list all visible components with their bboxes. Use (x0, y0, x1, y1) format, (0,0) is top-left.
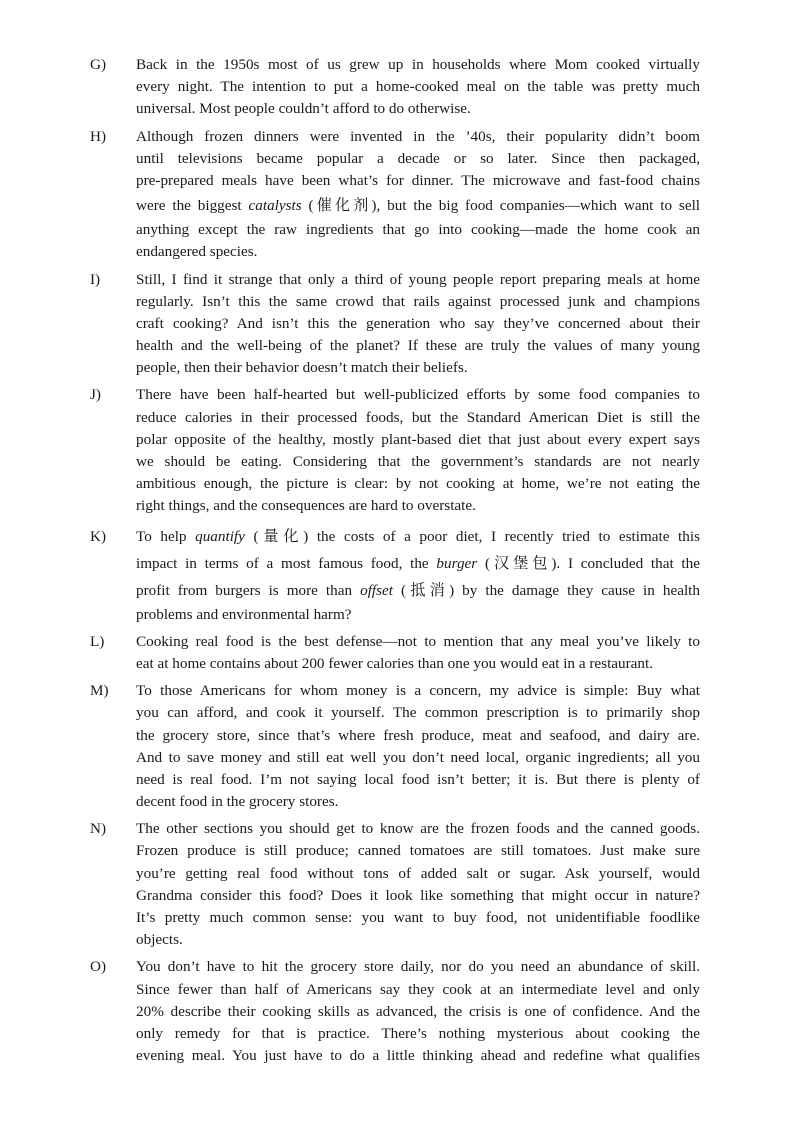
italic-term: quantify (195, 527, 245, 545)
text-line: 20% describe their cooking skills as advanced, the crisis is one of confidence. And the (136, 1002, 700, 1020)
text-line: pre-prepared meals have been what’s for dinner. The microwave and fast-food chains (136, 171, 700, 189)
paragraph-label: L) (90, 632, 105, 650)
text-line: You don’t have to hit the grocery store daily, nor do you need an abundance of skill. (136, 958, 700, 976)
text-segment: (量化) the costs of a poor diet, I recently tried to estimate this (244, 527, 700, 545)
text-line: the grocery store, since that’s where fresh produce, meat and seafood, and dairy are. (136, 726, 700, 744)
paragraph-text (136, 126, 700, 264)
text-line: objects. (136, 931, 183, 949)
text-line: The other sections you should get to know are the frozen foods and the canned goods. (136, 820, 700, 838)
text-line: It’s pretty much common sense: you want to buy food, not unidentifiable foodlike (136, 909, 700, 926)
paragraph-l (0, 631, 800, 675)
paragraph-label: G) (90, 56, 107, 73)
text-line: decent food in the grocery stores. (136, 793, 339, 811)
text-line: Frozen produce is still produce; canned tomatoes are still tomatoes. Just make sure (136, 842, 700, 860)
text-line: polar opposite of the healthy, mostly plant-based diet that just about every expert says (136, 430, 700, 448)
text-segment: impact in terms of a most famous food, the (136, 554, 437, 572)
text-line: There have been half-hearted but well-publicized efforts by some food companies to (136, 386, 700, 404)
paragraph-label: N) (90, 820, 107, 838)
paragraph-j (0, 384, 800, 517)
text-segment: (催化剂), but the big food companies—which want to sell (301, 197, 701, 215)
paragraph-text (136, 631, 700, 675)
paragraph-label: K) (90, 527, 107, 545)
text-line (136, 577, 700, 604)
text-segment: were the biggest (136, 197, 249, 215)
paragraph-label: O) (90, 958, 107, 976)
text-line: And to save money and still eat well you don’t need local, organic ingredients; all you (136, 748, 700, 766)
paragraph-h (0, 126, 800, 264)
paragraph-i (0, 269, 800, 380)
text-line: anything except the raw ingredients that go into cooking—made the home cook an (136, 221, 700, 239)
text-segment: (汉堡包). I concluded that the (477, 554, 700, 572)
paragraph-label: M) (90, 682, 109, 700)
text-line: Grandma consider this food? Does it look like something that might occur in nature? (136, 886, 700, 904)
paragraph-g (0, 54, 800, 121)
text-line: problems and environmental harm? (136, 605, 352, 623)
paragraph-k (0, 523, 800, 626)
text-line (136, 523, 700, 550)
paragraph-text (136, 269, 700, 380)
paragraph-o (0, 956, 800, 1067)
text-segment: profit from burgers is more than (136, 581, 361, 599)
text-line: eat at home contains about 200 fewer calories than one you would eat in a restaurant. (136, 654, 654, 672)
paragraph-text (136, 818, 700, 951)
document-page (0, 54, 800, 1072)
italic-term: burger (436, 554, 478, 572)
text-line: Cooking real food is the best defense—not to mention that any meal you’ve likely to (136, 632, 700, 650)
text-line: ambitious enough, the picture is clear: by not cooking at home, we’re not eating the (136, 475, 700, 493)
text-line: every night. The intention to put a home-cooked meal on the table was pretty much (136, 78, 700, 96)
paragraph-label: H) (90, 127, 107, 145)
text-line (136, 192, 700, 219)
text-line: people, then their behavior doesn’t match their beliefs. (136, 359, 468, 377)
text-line: To those Americans for whom money is a concern, my advice is simple: Buy what (136, 682, 700, 700)
text-line: craft cooking? And isn’t this the generation who say they’ve concerned about their (136, 314, 700, 332)
text-segment: To help (136, 527, 196, 545)
paragraph-text (136, 54, 700, 121)
text-line: you’re getting real food without tons of added salt or sugar. Ask yourself, would (136, 864, 700, 882)
italic-term: catalysts (248, 197, 302, 215)
text-line: right things, and the consequences are hard to overstate. (136, 497, 476, 515)
text-line: need is real food. I’m not saying local food isn’t better; it is. But there is plenty of (136, 770, 700, 788)
paragraph-text (136, 523, 700, 626)
text-line: Still, I find it strange that only a third of young people report preparing meals at home (136, 270, 700, 288)
text-line: until televisions became popular a decade or so later. Since then packaged, (136, 149, 700, 167)
text-line: Back in the 1950s most of us grew up in households where Mom cooked virtually (136, 56, 700, 73)
text-line: you can afford, and cook it yourself. The common prescription is to primarily shop (136, 704, 700, 722)
paragraph-n (0, 818, 800, 951)
text-line (136, 550, 700, 577)
paragraph-text (136, 384, 700, 517)
paragraph-text (136, 680, 700, 813)
text-line: regularly. Isn’t this the same crowd that rails against processed junk and champions (136, 292, 700, 310)
text-line: health and the well-being of the planet? If these are truly the values of many young (136, 337, 700, 355)
text-line: Since fewer than half of Americans say they cook at an intermediate level and only (136, 980, 700, 998)
paragraph-text (136, 956, 700, 1067)
text-line: only remedy for that is practice. There’s nothing mysterious about cooking the (136, 1024, 700, 1042)
text-line: endangered species. (136, 243, 258, 261)
paragraph-label: I) (90, 270, 101, 288)
text-line: evening meal. You just have to do a little thinking ahead and redefine what qualifies (136, 1047, 700, 1065)
text-line: reduce calories in their processed foods, but the Standard American Diet is still the (136, 408, 700, 426)
text-line: universal. Most people couldn’t afford to do otherwise. (136, 100, 471, 118)
paragraph-label: J) (90, 386, 101, 404)
italic-term: offset (360, 581, 393, 599)
paragraph-m (0, 680, 800, 813)
text-line: we should be eating. Considering that the government’s standards are not nearly (136, 453, 700, 470)
text-line: Although frozen dinners were invented in the ’40s, their popularity didn’t boom (136, 127, 700, 145)
text-segment: (抵消) by the damage they cause in health (393, 581, 700, 599)
